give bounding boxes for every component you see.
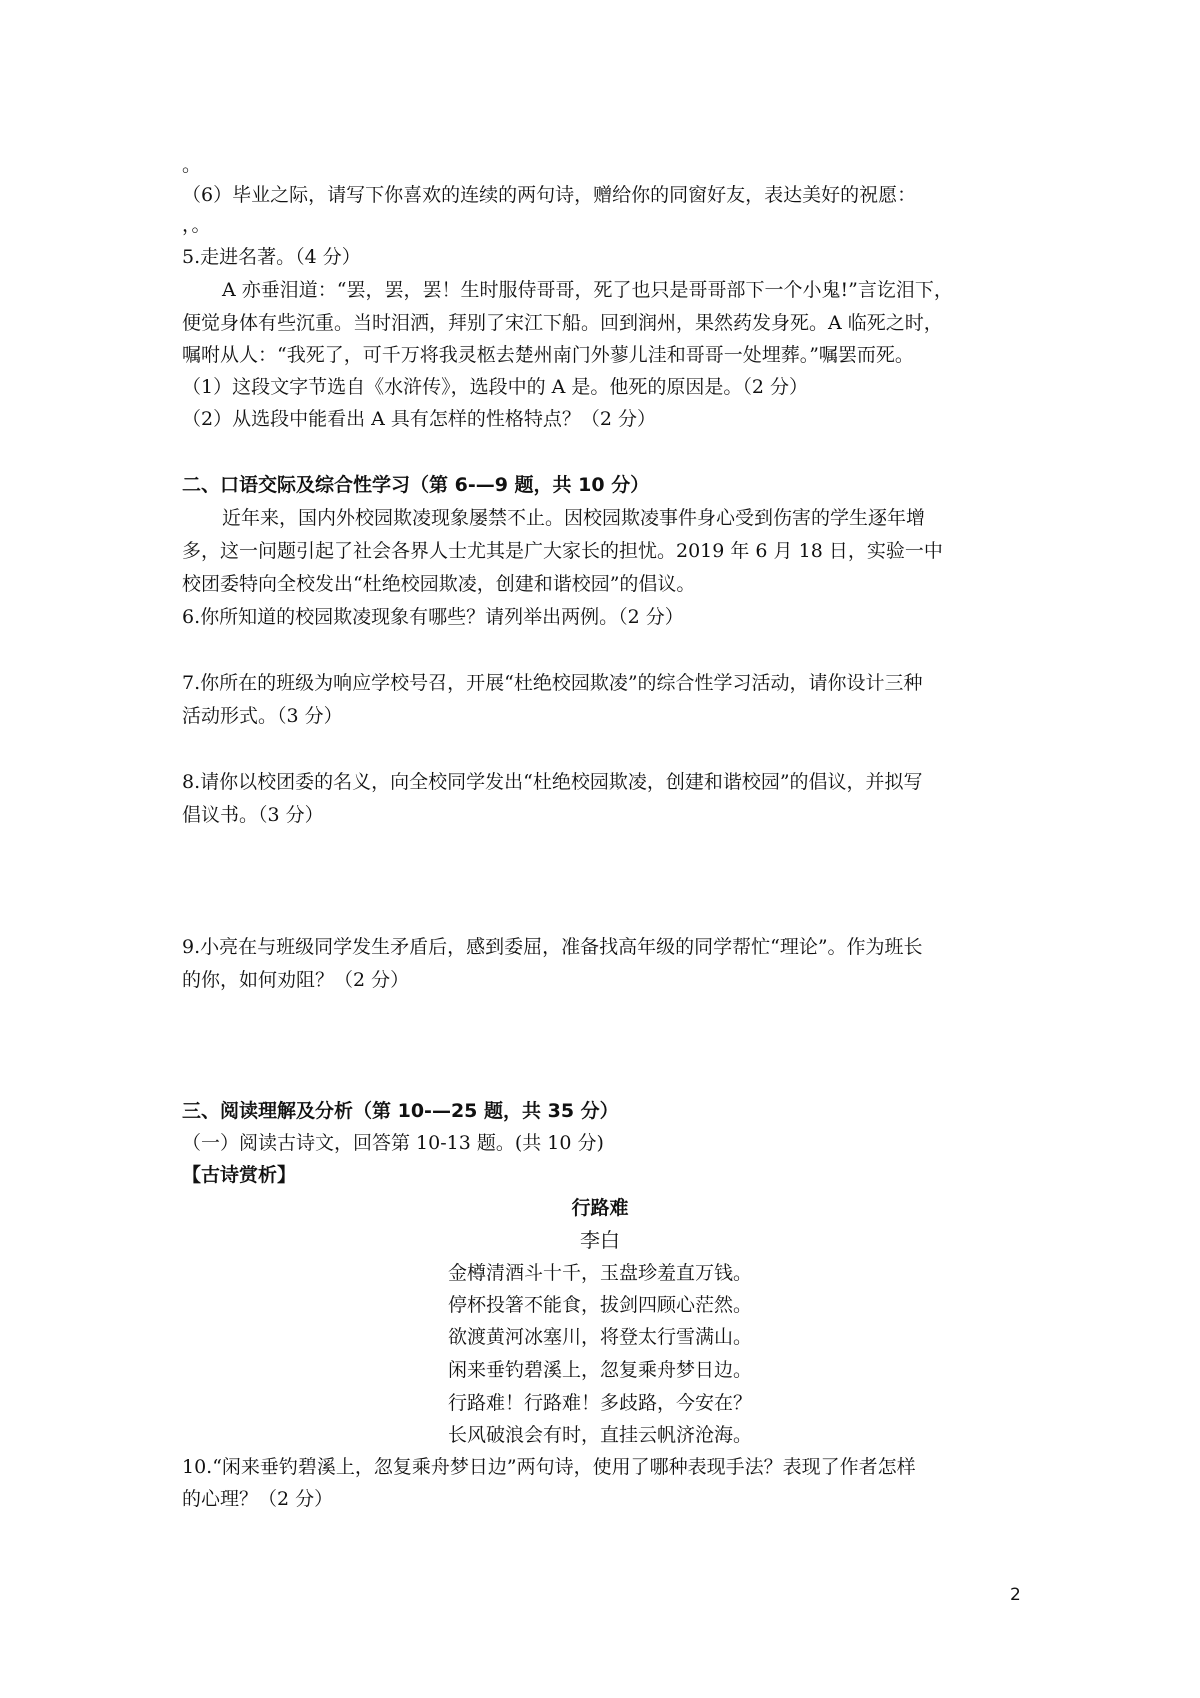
text-line: 。 (182, 154, 202, 176)
excerpt-line: A 亦垂泪道：“罢，罢，罢！生时服侍哥哥，死了也只是哥哥部下一个小鬼!”言讫泪下， (222, 279, 953, 301)
question-10-cont: 的心理？（2 分） (182, 1488, 334, 1510)
question-8-cont: 倡议书。（3 分） (182, 804, 324, 826)
question-6: 6.你所知道的校园欺凌现象有哪些？请列举出两例。（2 分） (182, 606, 684, 628)
subsection-heading: （一）阅读古诗文，回答第 10-13 题。(共 10 分) (182, 1132, 604, 1154)
poem-verse: 欲渡黄河冰塞川，将登太行雪满山。 (447, 1326, 752, 1348)
question-7-cont: 活动形式。（3 分） (182, 705, 343, 727)
question-9-cont: 的你，如何劝阻？（2 分） (182, 969, 410, 991)
poem-author: 李白 (580, 1228, 620, 1252)
excerpt-line: 嘱咐从人：“我死了，可千万将我灵柩去楚州南门外蓼儿洼和哥哥一处埋葬。”嘱罢而死。 (182, 344, 914, 366)
question-8: 8.请你以校团委的名义，向全校同学发出“杜绝校园欺凌，创建和谐校园”的倡议，并拟写 (182, 771, 923, 793)
question-7: 7.你所在的班级为响应学校号召，开展“杜绝校园欺凌”的综合性学习活动，请你设计三种 (182, 672, 923, 694)
section-3-heading: 三、阅读理解及分析（第 10-—25 题，共 35 分） (182, 1100, 619, 1122)
paragraph-line: 校团委特向全校发出“杜绝校园欺凌，创建和谐校园”的倡议。 (182, 573, 696, 595)
paragraph-line: 多，这一问题引起了社会各界人士尤其是广大家长的担忧。2019 年 6 月 18 日，实验一中 (182, 540, 943, 562)
question-5-1: （1）这段文字节选自《水浒传》，选段中的 A 是。他死的原因是。（2 分） (182, 376, 809, 398)
poem-verse: 行路难！行路难！多歧路，今安在？ (447, 1392, 752, 1414)
poem-verse: 金樽清酒斗十千，玉盘珍羞直万钱。 (447, 1262, 752, 1284)
poem-verse: 停杯投箸不能食，拔剑四顾心茫然。 (447, 1294, 752, 1316)
text-line: ，。 (182, 214, 211, 236)
paragraph-line: 近年来，国内外校园欺凌现象屡禁不止。因校园欺凌事件身心受到伤害的学生逐年增 (222, 507, 926, 529)
excerpt-line: 便觉身体有些沉重。当时泪洒，拜别了宋江下船。回到润州，果然药发身死。A 临死之时， (182, 312, 943, 334)
question-10: 10.“闲来垂钓碧溪上，忽复乘舟梦日边”两句诗，使用了哪种表现手法？表现了作者怎样 (182, 1456, 916, 1478)
poem-title: 行路难 (571, 1197, 629, 1219)
poem-section-label: 【古诗赏析】 (182, 1164, 297, 1186)
section-2-heading: 二、口语交际及综合性学习（第 6-—9 题，共 10 分） (182, 474, 650, 496)
question-5-2: （2）从选段中能看出 A 具有怎样的性格特点？（2 分） (182, 408, 657, 430)
page-number: 2 (1010, 1585, 1021, 1605)
poem-verse: 长风破浪会有时，直挂云帆济沧海。 (447, 1424, 752, 1446)
question-5-heading: 5.走进名著。（4 分） (182, 246, 361, 268)
question-6-sub: （6）毕业之际，请写下你喜欢的连续的两句诗，赠给你的同窗好友，表达美好的祝愿： (182, 184, 917, 206)
question-9: 9.小亮在与班级同学发生矛盾后，感到委屈，准备找高年级的同学帮忙“理论”。作为班长 (182, 936, 923, 958)
poem-verse: 闲来垂钓碧溪上，忽复乘舟梦日边。 (447, 1359, 752, 1381)
